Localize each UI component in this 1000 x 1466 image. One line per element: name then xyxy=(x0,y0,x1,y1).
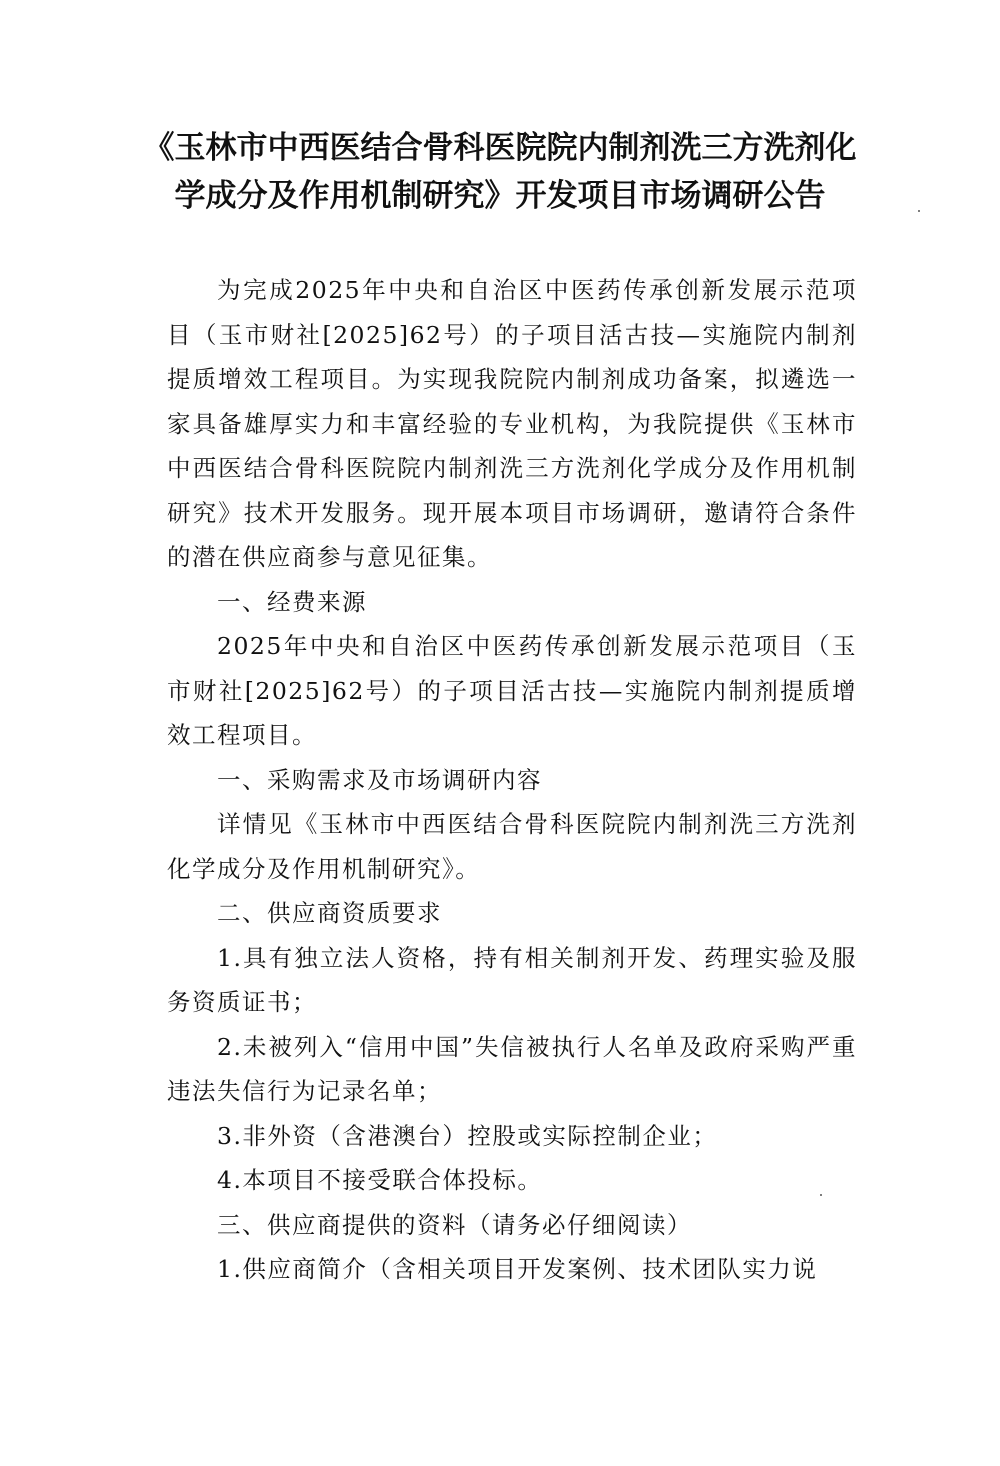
qualification-item: 2.未被列入“信用中国”失信被执行人名单及政府采购严重违法失信行为记录名单； xyxy=(167,1032,857,1105)
section-heading-materials: 三、供应商提供的资料（请务必仔细阅读） xyxy=(217,1210,692,1239)
funding-paragraph: 2025年中央和自治区中医药传承创新发展示范项目（玉市财社[2025]62号）的子项目活古技—实施院内制剂提质增效工程项目。 xyxy=(167,632,857,749)
title-line-1: 《玉林市中西医结合骨科医院院内制剂洗三方洗剂化 xyxy=(143,130,857,166)
section-heading-funding: 一、经费来源 xyxy=(217,587,367,616)
scan-speck xyxy=(918,210,920,212)
scan-speck xyxy=(820,1194,822,1196)
materials-item: 1.供应商简介（含相关项目开发案例、技术团队实力说 xyxy=(217,1255,818,1283)
intro-paragraph: 为完成2025年中央和自治区中医药传承创新发展示范项目（玉市财社[2025]62号）的子项目活古技—实施院内制剂提质增效工程项目。为实现我院院内制剂成功备案，拟遴选一家具备雄厚实力和丰富经验的专业机构，为我院提供《玉林市中西医结合骨科医院院内制剂洗三方洗剂化学成分及作用机制研究》技术开发服务。现开展本项目市场调研，邀请符合条件的潜在供应商参与意见征集。 xyxy=(167,276,857,571)
qualification-item: 3.非外资（含港澳台）控股或实际控制企业； xyxy=(217,1121,718,1150)
document-body xyxy=(167,268,857,1292)
qualification-item: 1.具有独立法人资格，持有相关制剂开发、药理实验及服务资质证书； xyxy=(167,943,857,1016)
section-heading-qualification: 二、供应商资质要求 xyxy=(217,899,442,927)
section-heading-procurement: 一、采购需求及市场调研内容 xyxy=(217,765,542,794)
qualification-item: 4.本项目不接受联合体投标。 xyxy=(217,1166,543,1194)
title-line-2: 学成分及作用机制研究》开发项目市场调研公告 xyxy=(174,178,826,214)
document-title xyxy=(130,124,870,220)
procurement-paragraph: 详情见《玉林市中西医结合骨科医院院内制剂洗三方洗剂化学成分及作用机制研究》。 xyxy=(167,810,857,883)
